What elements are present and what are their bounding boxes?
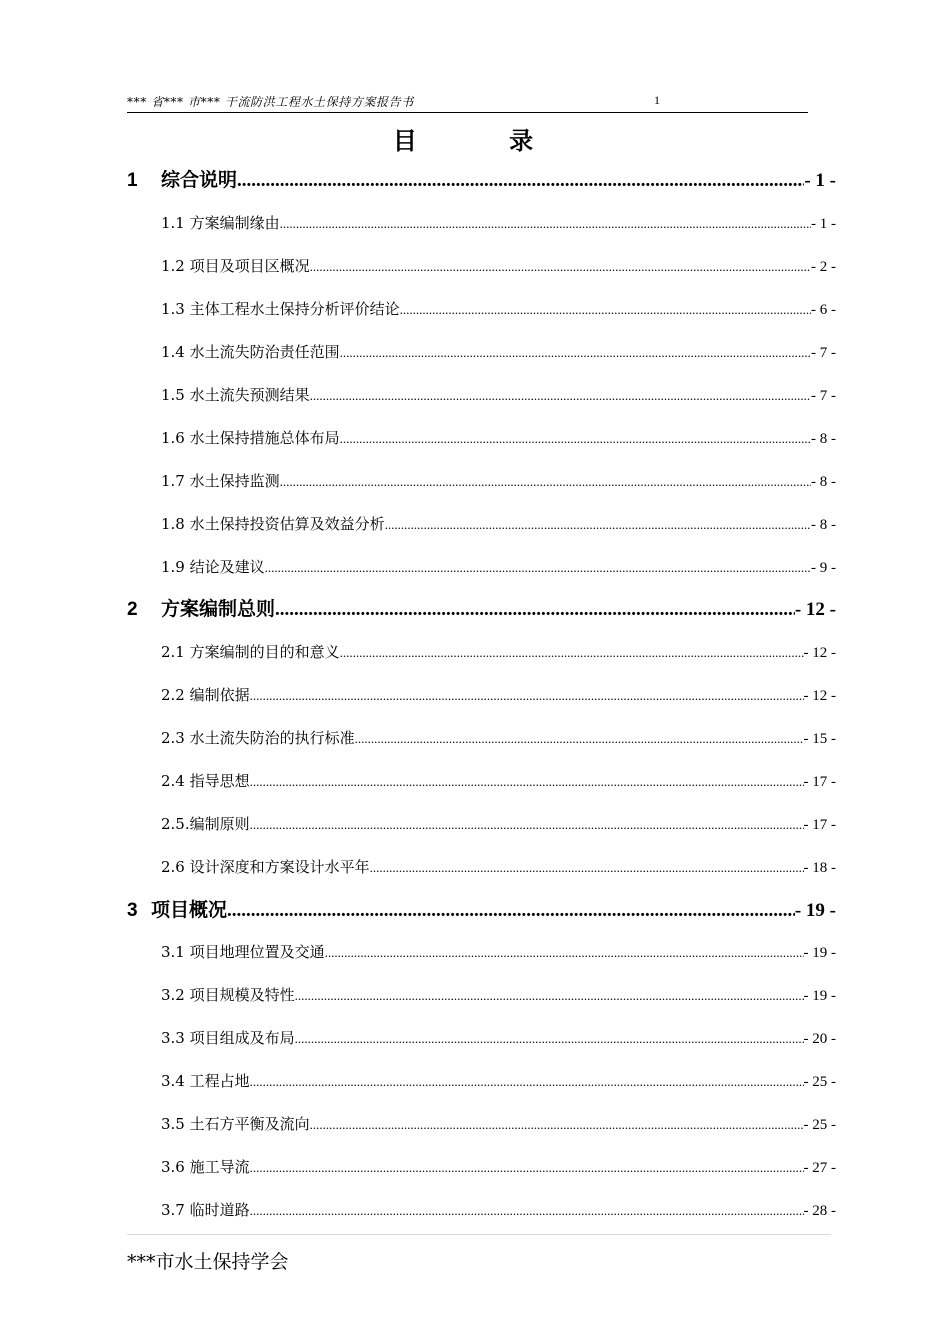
toc-section-entry[interactable]	[161, 212, 836, 234]
toc-section-entry[interactable]	[161, 1113, 836, 1135]
toc-chapter-entry[interactable]	[127, 166, 836, 194]
toc-leader-dots	[340, 428, 811, 449]
toc-section-entry[interactable]	[161, 641, 836, 663]
toc-page-number: - 17 -	[803, 774, 836, 790]
toc-leader-dots	[280, 213, 811, 234]
toc-section-entry[interactable]	[161, 684, 836, 706]
toc-leader-dots	[310, 385, 811, 406]
toc-section-title: 2.3 水土流失防治的执行标准	[161, 729, 355, 747]
toc-section-title: 1.1 方案编制缘由	[161, 214, 280, 232]
toc-leader-dots	[250, 771, 804, 792]
toc-page-number: - 15 -	[803, 731, 836, 747]
toc-leader-dots	[370, 857, 804, 878]
toc-chapter-label	[127, 896, 227, 924]
toc-section-title: 1.8 水土保持投资估算及效益分析	[161, 515, 385, 533]
toc-leader-dots	[385, 514, 811, 535]
toc-section-entry[interactable]	[161, 1156, 836, 1178]
toc-leader-dots	[250, 1200, 804, 1221]
toc-section-title: 3.7 临时道路	[161, 1201, 250, 1219]
toc-section-entry[interactable]	[161, 427, 836, 449]
toc-page-number: - 1 -	[804, 170, 836, 191]
toc-page-number: - 1 -	[811, 216, 836, 232]
toc-chapter-number: 2	[127, 599, 138, 620]
header-page-number: 1	[654, 93, 660, 107]
toc-section-entry[interactable]	[161, 941, 836, 963]
toc-section-title: 3.6 施工导流	[161, 1158, 250, 1176]
toc-leader-dots	[325, 942, 804, 963]
toc-leader-dots	[250, 685, 804, 706]
toc-section-title: 2.1 方案编制的目的和意义	[161, 643, 340, 661]
toc-chapter-label	[127, 166, 237, 194]
toc-page-number: - 19 -	[803, 945, 836, 961]
toc-page-number: - 9 -	[811, 560, 836, 576]
toc-page-number: - 18 -	[803, 860, 836, 876]
toc-leader-dots	[295, 1028, 804, 1049]
toc-page-number: - 7 -	[811, 388, 836, 404]
toc-leader-dots	[340, 342, 811, 363]
header-title: *** 省*** 市*** 干流防洪工程水土保持方案报告书	[127, 95, 414, 109]
toc-leader-dots	[227, 897, 795, 924]
toc-page-number: - 19 -	[794, 900, 836, 921]
toc-leader-dots	[265, 557, 811, 578]
toc-leader-dots	[355, 728, 804, 749]
toc-page-number: - 17 -	[803, 817, 836, 833]
toc-section-title: 3.3 项目组成及布局	[161, 1029, 295, 1047]
toc-page-number: - 20 -	[803, 1031, 836, 1047]
toc-section-entry[interactable]	[161, 513, 836, 535]
toc-leader-dots	[295, 985, 804, 1006]
toc-section-entry[interactable]	[161, 984, 836, 1006]
toc-page-number: - 12 -	[803, 645, 836, 661]
toc-chapter-title: 项目概况	[151, 899, 228, 921]
toc-page-number: - 2 -	[811, 259, 836, 275]
toc-heading: 目 录	[392, 127, 576, 155]
toc-chapter-entry[interactable]	[127, 595, 836, 623]
footer-divider	[127, 1234, 831, 1235]
toc-section-title: 3.5 土石方平衡及流向	[161, 1115, 310, 1133]
toc-section-title: 1.3 主体工程水土保持分析评价结论	[161, 300, 400, 318]
toc-page-number: - 8 -	[811, 517, 836, 533]
toc-section-title: 2.2 编制依据	[161, 686, 250, 704]
page-footer: ***市水土保持学会	[127, 1251, 289, 1273]
toc-leader-dots	[280, 471, 811, 492]
toc-page-number: - 28 -	[803, 1203, 836, 1219]
toc-section-entry[interactable]	[161, 1070, 836, 1092]
toc-page-number: - 25 -	[803, 1117, 836, 1133]
toc-section-title: 1.5 水土流失预测结果	[161, 386, 310, 404]
toc-chapter-title: 综合说明	[161, 169, 238, 191]
toc-section-entry[interactable]	[161, 470, 836, 492]
toc-leader-dots	[340, 642, 804, 663]
toc-page-number: - 12 -	[803, 688, 836, 704]
toc-section-title: 3.2 项目规模及特性	[161, 986, 295, 1004]
toc-section-title: 1.2 项目及项目区概况	[161, 257, 310, 275]
toc-chapter-label	[127, 595, 275, 623]
toc-page-number: - 8 -	[811, 431, 836, 447]
toc-page-number: - 19 -	[803, 988, 836, 1004]
toc-section-title: 1.6 水土保持措施总体布局	[161, 429, 340, 447]
toc-leader-dots	[250, 1157, 804, 1178]
toc-section-title: 2.5.编制原则	[161, 815, 250, 833]
toc-section-entry[interactable]	[161, 1199, 836, 1221]
toc-section-entry[interactable]	[161, 298, 836, 320]
toc-leader-dots	[237, 167, 804, 194]
toc-section-title: 1.4 水土流失防治责任范围	[161, 343, 340, 361]
toc-page-number: - 8 -	[811, 474, 836, 490]
toc-section-entry[interactable]	[161, 813, 836, 835]
toc-section-title: 3.4 工程占地	[161, 1072, 250, 1090]
toc-leader-dots	[310, 256, 811, 277]
toc-section-entry[interactable]	[161, 856, 836, 878]
toc-section-entry[interactable]	[161, 341, 836, 363]
toc-leader-dots	[250, 814, 804, 835]
toc-page-number: - 7 -	[811, 345, 836, 361]
toc-page-number: - 6 -	[811, 302, 836, 318]
toc-section-title: 2.6 设计深度和方案设计水平年	[161, 858, 370, 876]
toc-page-number: - 25 -	[803, 1074, 836, 1090]
toc-section-entry[interactable]	[161, 727, 836, 749]
toc-chapter-number: 3	[127, 900, 138, 921]
toc-leader-dots	[250, 1071, 804, 1092]
toc-page-number: - 27 -	[803, 1160, 836, 1176]
toc-leader-dots	[275, 596, 795, 623]
toc-section-entry[interactable]	[161, 384, 836, 406]
toc-leader-dots	[310, 1114, 804, 1135]
toc-chapter-title: 方案编制总则	[161, 598, 276, 620]
toc-section-title: 1.9 结论及建议	[161, 558, 265, 576]
toc-page-number: - 12 -	[794, 599, 836, 620]
toc-section-title: 1.7 水土保持监测	[161, 472, 280, 490]
toc-section-entry[interactable]	[161, 1027, 836, 1049]
toc-leader-dots	[400, 299, 811, 320]
toc-chapter-entry[interactable]	[127, 896, 836, 924]
toc-section-entry[interactable]	[161, 556, 836, 578]
toc-section-title: 3.1 项目地理位置及交通	[161, 943, 325, 961]
toc-section-entry[interactable]	[161, 770, 836, 792]
toc-section-entry[interactable]	[161, 255, 836, 277]
toc-chapter-number: 1	[127, 170, 138, 191]
toc-section-title: 2.4 指导思想	[161, 772, 250, 790]
